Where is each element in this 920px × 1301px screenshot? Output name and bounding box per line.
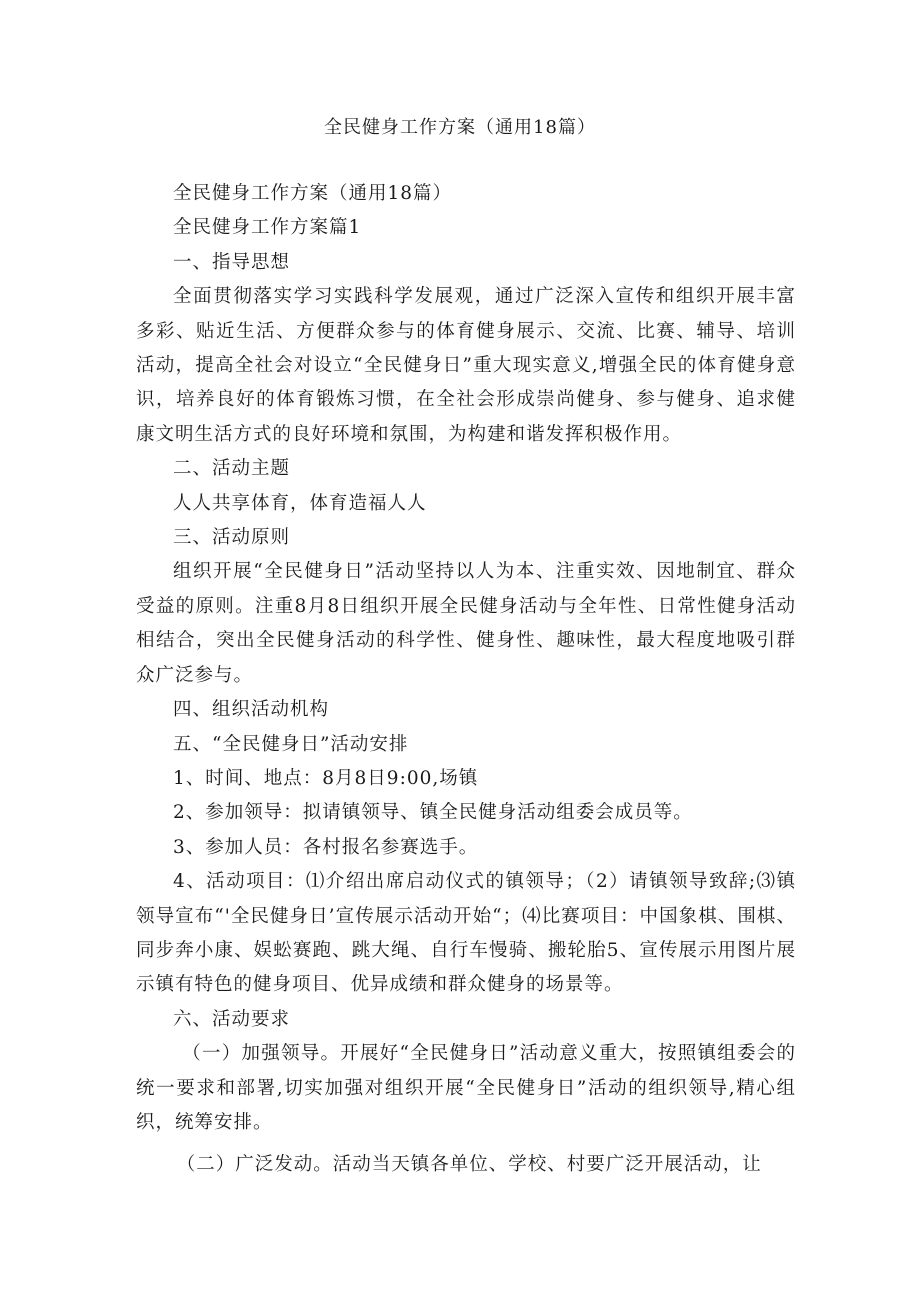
paragraph-activity-principles: 组织开展“全民健身日”活动坚持以人为本、注重实效、因地制宜、群众受益的原则。注重8月8日组织开展全民健身活动与全年性、日常性健身活动相结合，突出全民健身活动的科学性、健身性、趣味性，最大程度地吸引群众广泛参与。 [136,561,796,686]
heading-activity-arrangement: 五、“全民健身日”活动安排 [173,733,409,755]
heading-activity-requirements: 六、活动要求 [173,1008,291,1030]
document-title: 全民健身工作方案（通用18篇） [324,117,596,138]
paragraph-subtitle: 全民健身工作方案（通用18篇） [173,183,453,204]
item-time-location: 1、时间、地点：8月8日9:00,场镇 [173,767,479,789]
heading-activity-theme: 二、活动主题 [173,458,291,480]
paragraph-guiding-ideology: 全面贯彻落实学习实践科学发展观，通过广泛深入宣传和组织开展丰富多彩、贴近生活、方便群众参与的体育健身展示、交流、比赛、辅导、培训活动，提高全社会对设立“全民健身日”重大现实意义,增强全民的体育健身意识，培养良好的体育锻炼习惯，在全社会形成崇尚健身、参与健身、追求健康文明生活方式的良好环境和氛围，为构建和谐发挥积极作用。 [136,286,796,445]
document-body [136,177,796,1183]
paragraph-activity-theme: 人人共享体育，体育造福人人 [173,492,427,514]
paragraph-requirement-leadership: （一）加强领导。开展好“全民健身日”活动意义重大，按照镇组委会的统一要求和部署,切实加强对组织开展“全民健身日”活动的组织领导,精心组织，统筹安排。 [136,1043,796,1133]
item-activity-projects: 4、活动项目：⑴介绍出席启动仪式的镇领导；（2）请镇领导致辞;⑶镇领导宣布“'全民健身日’宣传展示活动开始“；⑷比赛项目：中国象棋、围棋、同步奔小康、娱蚣赛跑、跳大绳、自行车慢骑、搬轮胎5、宣传展示用图片展示镇有特色的健身项目、优异成绩和群众健身的场景等。 [136,871,796,996]
item-leaders: 2、参加领导：拟请镇领导、镇全民健身活动组委会成员等。 [173,802,693,824]
heading-activity-principles: 三、活动原则 [173,527,291,549]
item-participants: 3、参加人员：各村报名参赛选手。 [173,836,479,858]
paragraph-requirement-mobilization: （二）广泛发动。活动当天镇各单位、学校、村要广泛开展活动，让 [176,1154,762,1176]
heading-organization: 四、组织活动机构 [173,699,330,721]
heading-guiding-ideology: 一、指导思想 [173,251,291,273]
paragraph-section-heading: 全民健身工作方案篇1 [173,217,362,239]
